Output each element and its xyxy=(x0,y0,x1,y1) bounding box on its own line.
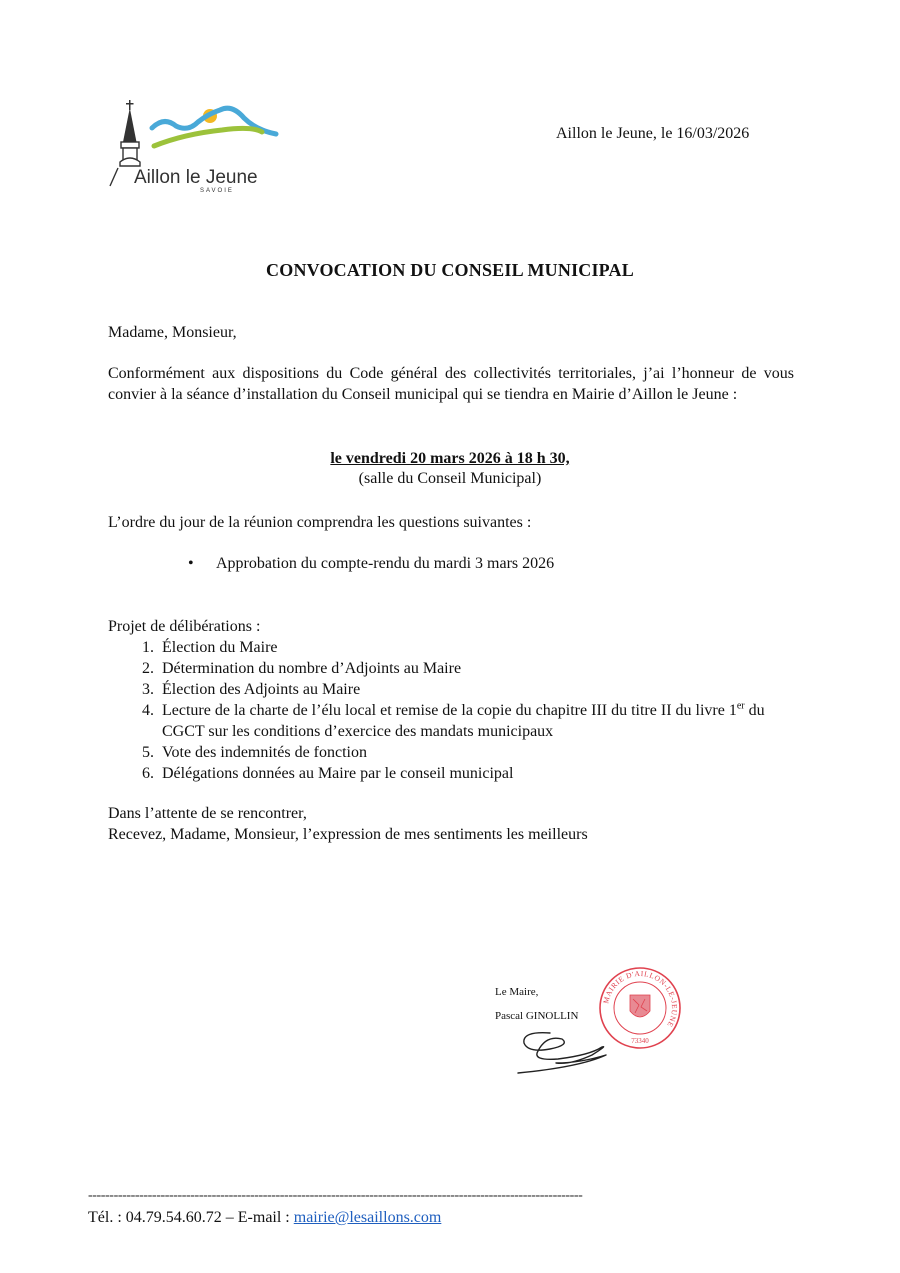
item-text-part: Lecture de la charte de l’élu local et remise de la copie du chapitre III du titre II du livre 1 xyxy=(162,702,737,719)
item-text xyxy=(162,700,798,742)
stamp-code: 73340 xyxy=(631,1037,649,1045)
deliberation-item xyxy=(108,637,798,658)
deliberations-list xyxy=(108,637,798,784)
municipality-logo xyxy=(104,96,284,196)
email-link[interactable]: mairie@lesaillons.com xyxy=(293,1209,442,1226)
footer-contact xyxy=(88,1209,441,1227)
item-text: Vote des indemnités de fonction xyxy=(162,744,367,761)
deliberation-item xyxy=(108,742,798,763)
page-title: CONVOCATION DU CONSEIL MUNICIPAL xyxy=(266,260,634,280)
coat-of-arms-icon xyxy=(630,995,650,1017)
closing-line: Recevez, Madame, Monsieur, l’expression de mes sentiments les meilleurs xyxy=(108,826,588,843)
item-number: 1. xyxy=(142,639,154,656)
item-number: 4. xyxy=(142,702,154,719)
agenda-item: • Approbation du compte-rendu du mardi 3 mars 2026 xyxy=(188,553,554,574)
salutation: Madame, Monsieur, xyxy=(108,324,237,341)
signatory-title: Le Maire, xyxy=(495,986,539,998)
deliberation-item xyxy=(108,763,798,784)
deliberations-heading: Projet de délibérations : xyxy=(108,618,261,635)
logo-name: Aillon le Jeune xyxy=(134,167,258,188)
footer-divider: -------------------------------------------------------------------------------------------------------------------- xyxy=(88,1188,583,1203)
logo-subtitle: SAVOIE xyxy=(200,188,234,194)
deliberation-item xyxy=(108,658,798,679)
item-text: Détermination du nombre d’Adjoints au Maire xyxy=(162,660,462,677)
closing-line: Dans l’attente de se rencontrer, xyxy=(108,805,307,822)
signatory-name: Pascal GINOLLIN xyxy=(495,1010,579,1022)
stamp-text: MAIRIE D'AILLON-LE-JEUNE xyxy=(601,968,680,1029)
item-text: Élection des Adjoints au Maire xyxy=(162,681,361,698)
logo-graphic xyxy=(104,96,284,196)
agenda-intro: L’ordre du jour de la réunion comprendra les questions suivantes : xyxy=(108,514,532,531)
item-text: Délégations données au Maire par le conseil municipal xyxy=(162,765,514,782)
meeting-date: le vendredi 20 mars 2026 à 18 h 30, xyxy=(330,450,570,467)
item-text: Élection du Maire xyxy=(162,639,278,656)
grass-curve xyxy=(154,128,262,146)
official-stamp xyxy=(597,965,683,1056)
intro-paragraph: Conformément aux dispositions du Code général des collectivités territoriales, j’ai l’honneur de vous convier à la séance d’installation du Conseil municipal qui se tiendra en Mairie d’Aillon le Jeune : xyxy=(108,365,794,403)
item-number: 2. xyxy=(142,660,154,677)
ordinal-suffix: er xyxy=(736,700,745,712)
deliberation-item xyxy=(108,679,798,700)
item-number: 6. xyxy=(142,765,154,782)
date-line: Aillon le Jeune, le 16/03/2026 xyxy=(556,125,750,142)
footer-phone: Tél. : 04.79.54.60.72 – E-mail : xyxy=(88,1209,294,1226)
meeting-room: (salle du Conseil Municipal) xyxy=(358,470,542,487)
item-number: 3. xyxy=(142,681,154,698)
item-number: 5. xyxy=(142,744,154,761)
item-text-part: du CGCT sur les conditions d’exercice des mandats municipaux xyxy=(162,702,765,740)
agenda-list xyxy=(188,553,554,574)
deliberation-item xyxy=(108,700,798,742)
